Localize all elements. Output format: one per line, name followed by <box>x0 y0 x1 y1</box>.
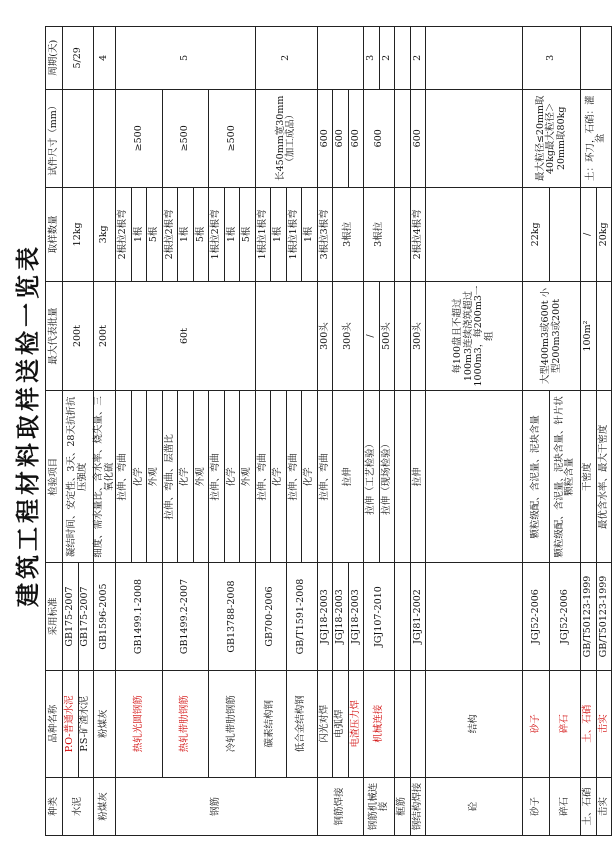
frame-cycle <box>395 27 411 90</box>
table-row <box>63 27 79 836</box>
steel-cold-sample: 1根 <box>224 187 240 281</box>
steel-ribbed-sample: 1根 <box>178 187 194 281</box>
frame-std <box>395 563 411 670</box>
frame-name <box>395 670 411 777</box>
header-standard: 采用标准 <box>46 563 63 670</box>
mech-items-1: 拉伸（工艺检验） <box>364 391 380 563</box>
concrete-batch: 每100盘且不超过100m3连续浇筑超过1000m3，每200m3一组 <box>426 281 523 391</box>
sweld-batch: 300头 <box>410 281 426 391</box>
sand-name: 砂子 <box>523 670 550 777</box>
steel-ribbed-sample: 2根拉2根弯 <box>162 187 178 281</box>
sand-std: JGJ52-2006 <box>523 563 550 670</box>
cement-ps-name: P.S-矿渣水泥 <box>78 670 94 777</box>
steel-round-size: ≥500 <box>116 89 163 187</box>
soil-std: GB/T50123-1999 <box>581 563 597 670</box>
sweld-name <box>410 670 426 777</box>
mech-items-2: 拉伸（现场检验） <box>379 391 395 563</box>
table-row <box>581 27 597 836</box>
flyash-batch: 200t <box>94 281 116 391</box>
flyash-items: 细度、需水量比、含水率、烧失量、三氧化硫 <box>94 391 116 563</box>
fill-std: GB/T50123-1999 <box>596 563 612 670</box>
steel-batch: 60t <box>116 281 256 391</box>
table-row <box>209 27 225 836</box>
steel-alloy-sample: 1根拉1根弯 <box>286 187 302 281</box>
cement-po-name: P.O-普通水泥 <box>63 670 79 777</box>
steel-struct-batch <box>255 281 317 391</box>
table-row <box>116 27 132 836</box>
sand-category: 砂子 <box>523 777 550 835</box>
steel-round-item: 外观 <box>147 391 163 563</box>
stone-std: JGJ52-2006 <box>550 563 581 670</box>
steel-ribbed-size: ≥500 <box>162 89 209 187</box>
cement-size <box>63 89 94 187</box>
concrete-std <box>426 563 523 670</box>
soil-batch: 100m² <box>581 281 597 391</box>
concrete-cycle <box>426 27 523 90</box>
steel-cold-item: 拉伸、弯曲 <box>209 391 225 563</box>
steel-carbon-std: GB700-2006 <box>255 563 286 670</box>
steel-carbon-sample: 1根拉1根弯 <box>255 187 271 281</box>
table-row <box>317 27 333 836</box>
flyash-category: 粉煤灰 <box>94 777 116 835</box>
steel-ribbed-sample: 5根 <box>193 187 209 281</box>
table-row <box>523 27 550 836</box>
steel-cold-item: 外观 <box>240 391 256 563</box>
steel-ribbed-std: GB1499.2-2007 <box>162 563 209 670</box>
mech-category: 钢筋机械连接 <box>364 777 395 835</box>
header-name: 品种名称 <box>46 670 63 777</box>
welding-flash-size: 600 <box>317 89 333 187</box>
steel-carbon-item: 化学 <box>271 391 287 563</box>
sand-sample: 22kg <box>523 187 550 281</box>
sweld-std: JGJ81-2002 <box>410 563 426 670</box>
flyash-std: GB1596-2005 <box>94 563 116 670</box>
soil-cycle <box>581 27 612 90</box>
materials-table <box>45 26 612 836</box>
welding-slag-size: 600 <box>348 89 364 187</box>
fill-category: 击实 <box>596 777 612 835</box>
welding-slag-std: JGJ18-2003 <box>348 563 364 670</box>
steel-round-std: GB1499.1-2008 <box>116 563 163 670</box>
table-row <box>410 27 426 836</box>
frame-category: 框筋 <box>395 777 411 835</box>
welding-flash-std: JGJ18-2003 <box>317 563 333 670</box>
sweld-sample: 2根拉4根弯 <box>410 187 426 281</box>
steel-carbon-item: 拉伸、弯曲 <box>255 391 271 563</box>
mech-batch-2: 500头 <box>379 281 395 391</box>
sand-stone-batch: 大型400m3或600t 小型200m3或200t <box>523 281 581 391</box>
mech-size: 600 <box>364 89 395 187</box>
steel-alloy-std: GB/T1591-2008 <box>286 563 317 670</box>
concrete-name: 结构 <box>426 670 523 777</box>
steel-ribbed-name: 热轧带肋钢筋 <box>162 670 209 777</box>
stone-sample <box>550 187 581 281</box>
stone-category: 碎石 <box>550 777 581 835</box>
steel-round-sample: 5根 <box>147 187 163 281</box>
flyash-name: 粉煤灰 <box>94 670 116 777</box>
concrete-category: 砼 <box>426 777 523 835</box>
concrete-size <box>426 89 523 187</box>
steel-round-item: 化学 <box>131 391 147 563</box>
sweld-category: 钢结构焊接 <box>410 777 426 835</box>
flyash-size <box>94 89 116 187</box>
steel-carbon-sample: 1根 <box>271 187 287 281</box>
steel-cold-size: ≥500 <box>209 89 256 187</box>
table-row <box>162 27 178 836</box>
steel-alloy-item: 化学 <box>302 391 318 563</box>
page-title: 建筑工程材料取样送检一览表 <box>13 243 42 607</box>
steel-ribbed-item: 外观 <box>193 391 209 563</box>
soil-sample: / <box>581 187 597 281</box>
steel-ribbed-item: 化学 <box>178 391 194 563</box>
flyash-sample: 3kg <box>94 187 116 281</box>
steel-alloy-item: 拉伸、弯曲 <box>286 391 302 563</box>
cement-ps-std: GB175-2007 <box>78 563 94 670</box>
stone-name: 碎石 <box>550 670 581 777</box>
cement-sample: 12kg <box>63 187 94 281</box>
welding-arc-sample: 3根拉 <box>333 187 364 281</box>
fill-name: 击实 <box>596 670 612 777</box>
steel-cold-sample: 5根 <box>240 187 256 281</box>
cement-category: 水泥 <box>63 777 94 835</box>
frame-size <box>395 89 411 187</box>
welding-flash-items: 拉伸、弯曲 <box>317 391 333 563</box>
mech-batch-1: / <box>364 281 380 391</box>
soil-items: 干密度 <box>581 391 597 563</box>
stone-items: 颗粒级配、含泥量、泥块含量、针片状颗粒含量 <box>550 391 581 563</box>
welding-flash-name: 闪光对焊 <box>317 670 333 777</box>
welding-arc-name: 电弧焊 <box>333 670 349 777</box>
steel-cycle-b: 2 <box>255 27 317 90</box>
frame-batch <box>395 281 411 391</box>
steel-alloy-sample: 1根 <box>302 187 318 281</box>
soil-size: 土：环刀，石硝：灌盆 <box>581 89 612 187</box>
mech-std: JGJ107-2010 <box>364 563 395 670</box>
steel-round-sample: 2根拉2根弯 <box>116 187 132 281</box>
frame-items <box>395 391 411 563</box>
steel-cold-name: 冷轧带肋钢筋 <box>209 670 256 777</box>
header-row <box>46 27 63 836</box>
welding-arc-items: 拉伸 <box>333 391 364 563</box>
steel-round-name: 热轧光圆钢筋 <box>116 670 163 777</box>
header-sample: 取样数量 <box>46 187 63 281</box>
frame-sample <box>395 187 411 281</box>
sweld-cycle: 2 <box>410 27 426 90</box>
table-row <box>255 27 271 836</box>
cement-batch: 200t <box>63 281 94 391</box>
steel-category: 钢筋 <box>116 777 318 835</box>
sand-stone-cycle: 3 <box>523 27 581 90</box>
mech-cycle-1: 3 <box>364 27 380 90</box>
table-row <box>395 27 411 836</box>
concrete-sample <box>426 187 523 281</box>
cement-items: 凝结时间、安定性、3天、28天抗折抗压强度 <box>63 391 94 563</box>
steel-cold-item: 化学 <box>224 391 240 563</box>
steel-ribbed-item: 拉伸、弯曲、层凿比 <box>162 391 178 563</box>
header-batch: 最大代表批量 <box>46 281 63 391</box>
welding-flash-batch: 300头 <box>317 281 333 391</box>
mech-sample: 3根拉 <box>364 187 395 281</box>
welding-cycle <box>317 27 364 90</box>
sand-items: 颗粒级配、含泥量、泥块含量 <box>523 391 550 563</box>
welding-arc-batch: 300头 <box>333 281 364 391</box>
welding-arc-std: JGJ18-2003 <box>333 563 349 670</box>
steel-struct-size: 长450mm宽30mm（加工成品） <box>255 89 317 187</box>
fill-batch <box>596 281 612 391</box>
steel-alloy-name: 低合金结构钢 <box>286 670 317 777</box>
header-category: 种类 <box>46 777 63 835</box>
mech-name: 机械连接 <box>364 670 395 777</box>
welding-flash-sample: 3根拉3根弯 <box>317 187 333 281</box>
table-row <box>94 27 116 836</box>
steel-round-sample: 1根 <box>131 187 147 281</box>
concrete-items <box>426 391 523 563</box>
soil-category: 土、石硝 <box>581 777 597 835</box>
cement-po-std: GB175-2007 <box>63 563 79 670</box>
flyash-cycle: 4 <box>94 27 116 90</box>
table-row <box>333 27 349 836</box>
steel-cold-std: GB13788-2008 <box>209 563 256 670</box>
cement-cycle: 5/29 <box>63 27 94 90</box>
sweld-size: 600 <box>410 89 426 187</box>
table-row <box>426 27 523 836</box>
steel-cycle-a: 5 <box>116 27 256 90</box>
fill-sample: 20kg <box>596 187 612 281</box>
mech-cycle-2: 2 <box>379 27 395 90</box>
welding-slag-name: 电渣压力焊 <box>348 670 364 777</box>
welding-category: 钢筋焊接 <box>317 777 364 835</box>
steel-cold-sample: 1根拉2根弯 <box>209 187 225 281</box>
fill-items: 最优含水率、最大干密度 <box>596 391 612 563</box>
welding-arc-size: 600 <box>333 89 349 187</box>
sand-stone-size: 最大粒径≤20mm取40kg最大粒径＞20mm取80kg <box>523 89 581 187</box>
header-items: 检验项目 <box>46 391 63 563</box>
header-cycle: 周期(天) <box>46 27 63 90</box>
sweld-items: 拉伸 <box>410 391 426 563</box>
soil-name: 土、石硝 <box>581 670 597 777</box>
table-row <box>364 27 380 836</box>
steel-round-item: 拉伸、弯曲 <box>116 391 132 563</box>
header-size: 试件尺寸（mm） <box>46 89 63 187</box>
steel-carbon-name: 碳素结构钢 <box>255 670 286 777</box>
